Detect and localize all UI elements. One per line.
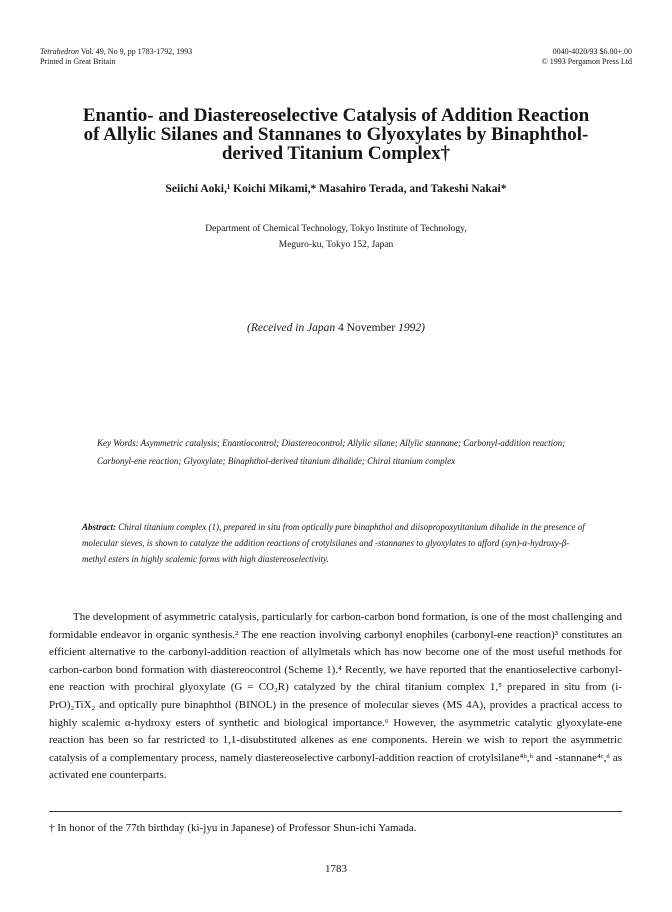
received-day: 4 November — [335, 322, 399, 334]
keywords: Key Words: Asymmetric catalysis; Enantiocontrol; Diastereocontrol; Allylic silane; Allylic stannane; Carbonyl-addition reaction; Carbonyl-ene reaction; Glyoxylate; Binaphthol-derived titanium dihalide; Chiral titanium complex — [97, 438, 566, 466]
title-line-2: of Allylic Silanes and Stannanes to Glyoxylates by Binaphthol- — [83, 124, 589, 145]
footnote-divider — [49, 811, 622, 812]
received-prefix: (Received in Japan — [247, 322, 336, 334]
journal-header — [40, 47, 192, 67]
received-date — [0, 322, 672, 334]
issn-code: 0040-4020/93 $6.00+.00 — [552, 47, 632, 56]
journal-name: Tetrahedron — [40, 47, 79, 56]
copyright-notice: © 1993 Pergamon Press Ltd — [541, 57, 632, 66]
abstract-label: Abstract: — [82, 522, 117, 532]
publisher-header — [542, 47, 632, 67]
affiliation-line-1: Department of Chemical Technology, Tokyo Institute of Technology, — [205, 224, 467, 234]
abstract-text: Chiral titanium complex (1), prepared in situ from optically pure binaphthol and diisopropoxytitanium dihalide in the presence of molecular sieves, is shown to catalyze the addition reactions of crotylsilanes and -stannanes to glyoxylates to afford (syn)-α-hydroxy-β-methyl esters in highly scalemic forms with high diastereoselectivity. — [82, 522, 585, 564]
title-line-3: derived Titanium Complex† — [221, 143, 451, 164]
page-number: 1783 — [325, 863, 347, 875]
author-list: Seiichi Aoki,¹ Koichi Mikami,* Masahiro Terada, and Takeshi Nakai* — [165, 183, 507, 195]
received-suffix: 1992) — [398, 322, 425, 334]
body-text: The development of asymmetric catalysis, particularly for carbon-carbon bond formation, is one of the most challenging and formidable endeavor in organic synthesis.² The ene reaction involving carbonyl enophiles (carbonyl-ene reaction)³ constitutes an efficient alternative to the carbonyl-addition reaction of allylmetals which has now become one of the most useful methods for carbon-carbon bond formation with diastereocontrol (Scheme 1).⁴ Recently, we have reported that the enantioselective carbonyl-ene reaction with prochiral glyoxylate (G = CO₂R) catalyzed by the chiral titanium complex 1,⁵ prepared in situ from (i-PrO)₂TiX₂ and optically pure binaphthol (BINOL) in the presence of molecular sieves (MS 4A), provides a practical access to highly scalemic α-hydroxy esters of synthetic and biological importance.⁶ However, the asymmetric catalytic glyoxylate-ene reaction has been so far restricted to 1,1-disubstituted alkenes as ene components. Herein we wish to report the asymmetric catalysis of a complementary process, namely diastereoselective carbonyl-addition reaction of crotylsilane⁴ᵇ,ʰ and -stannane⁴ᶜ,ᵈ as activated ene counterparts. — [49, 611, 622, 782]
affiliation-line-2: Meguro-ku, Tokyo 152, Japan — [278, 240, 394, 250]
paper-title — [50, 106, 622, 163]
journal-volume: Vol. 49, No 9, pp 1783-1792, 1993 — [78, 47, 193, 56]
abstract — [82, 519, 587, 567]
affiliation — [0, 221, 672, 253]
journal-citation — [40, 47, 192, 57]
body-paragraph — [49, 609, 622, 785]
footnote: † In honor of the 77th birthday (ki-jyu in Japanese) of Professor Shun-ichi Yamada. — [49, 822, 417, 834]
title-line-1: Enantio- and Diastereoselective Catalysis of Addition Reaction — [82, 105, 590, 126]
printed-in: Printed in Great Britain — [40, 57, 116, 66]
